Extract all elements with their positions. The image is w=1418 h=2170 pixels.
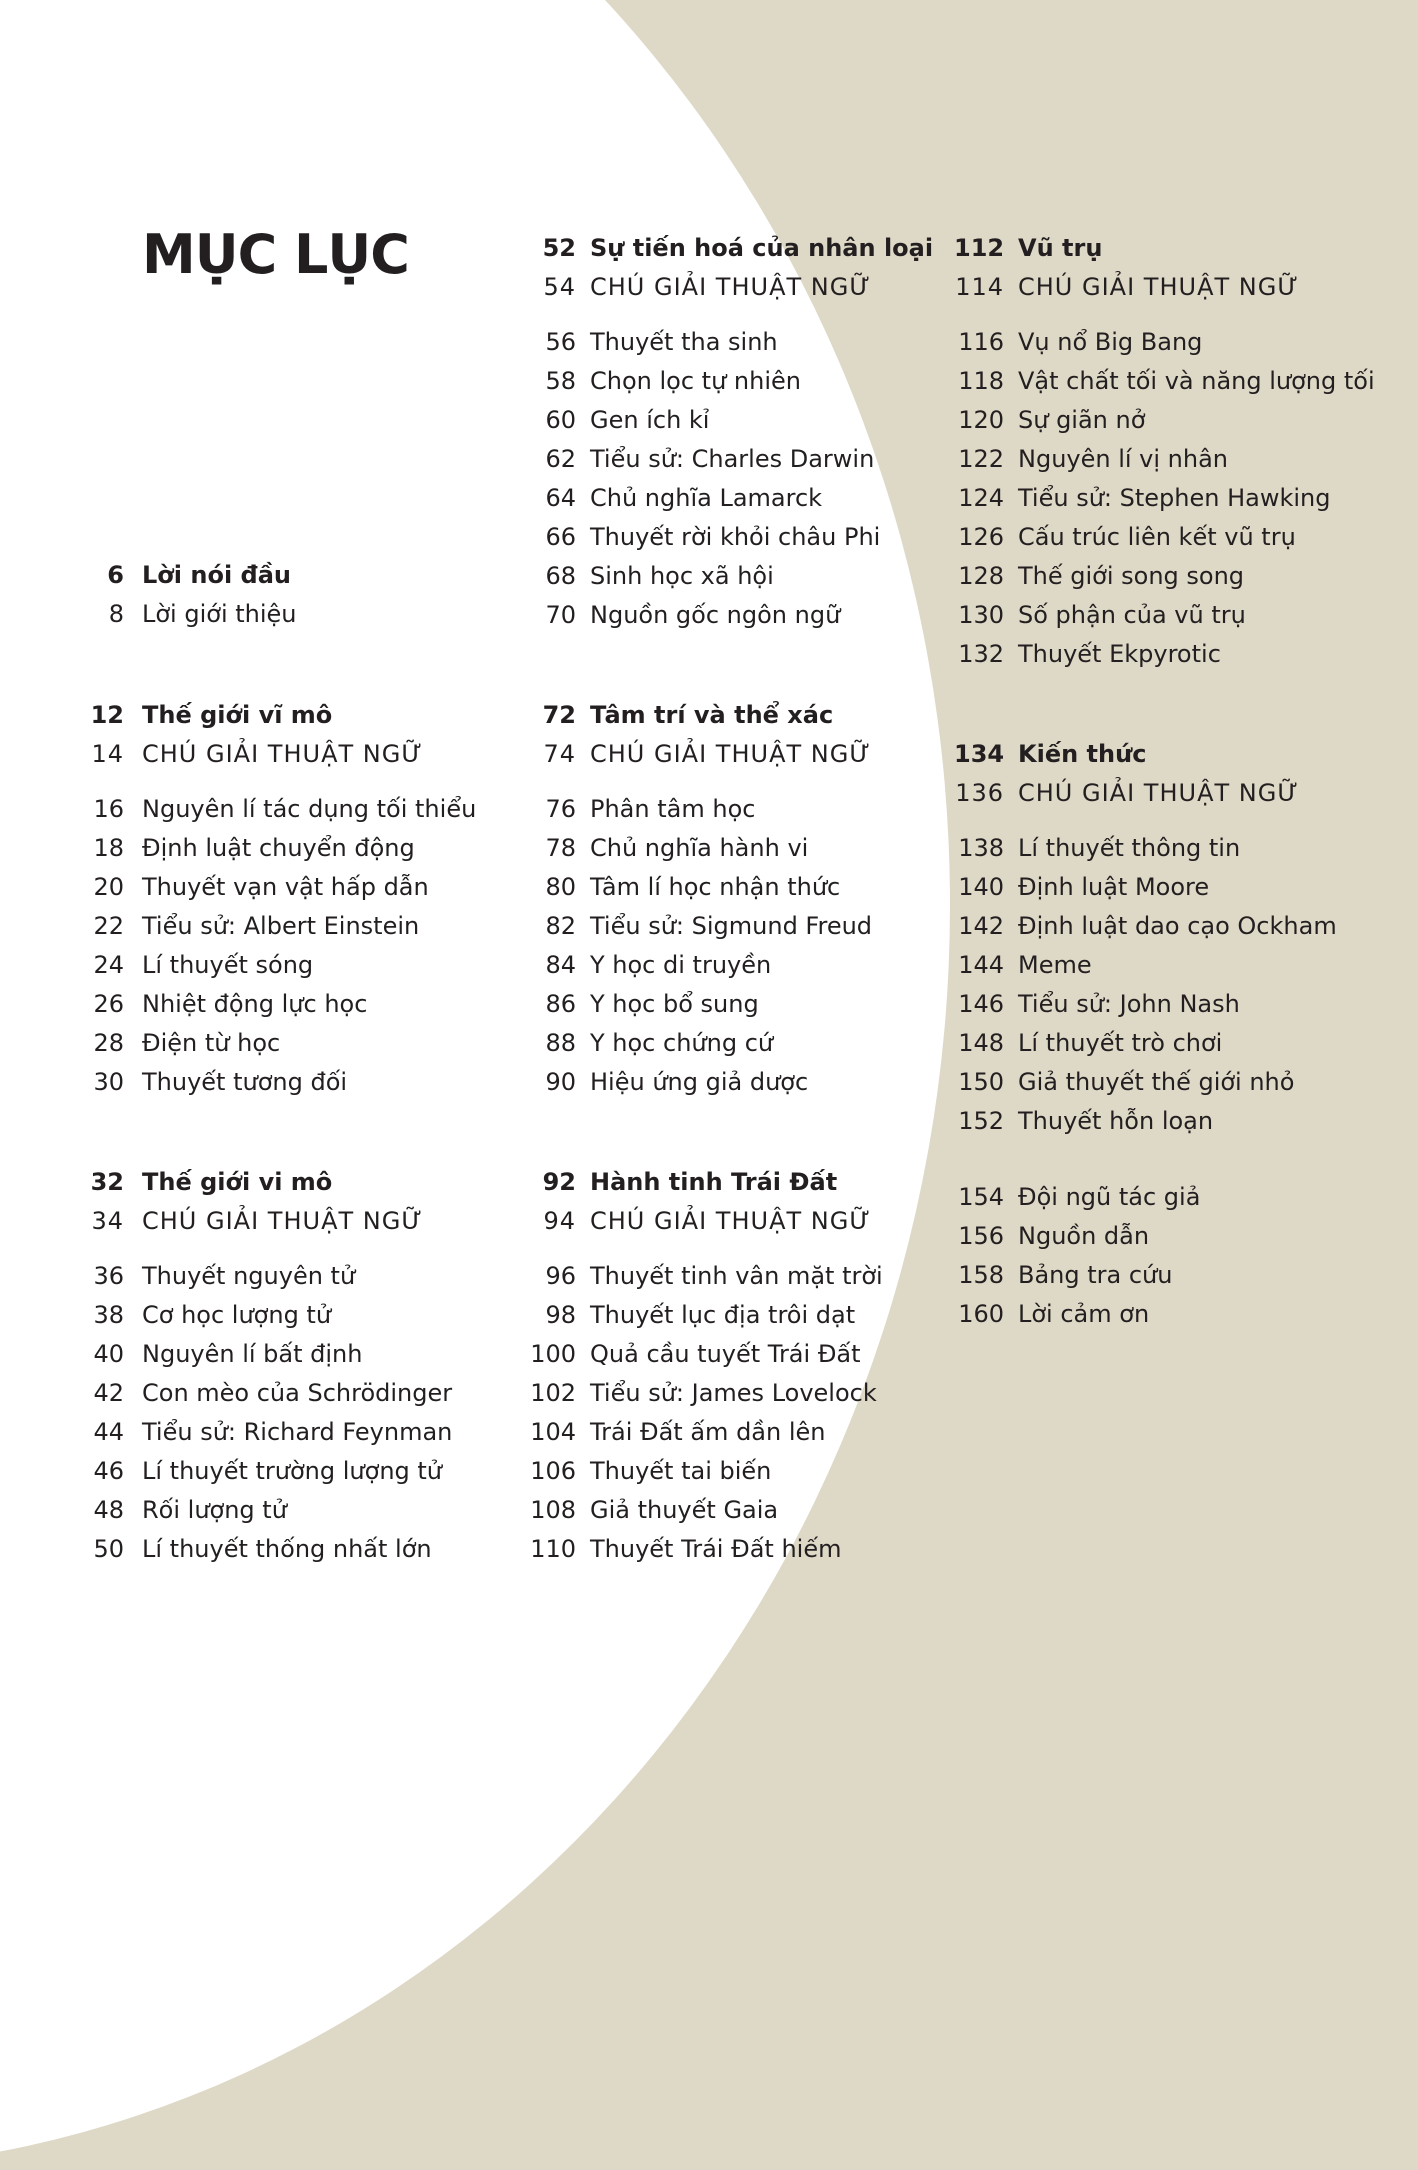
page-number: 40 [93,1340,124,1368]
entry-title: Chọn lọc tự nhiên [590,367,801,395]
page-number: 20 [93,873,124,901]
entry-title: Y học chứng cứ [590,1029,774,1057]
page-number: 140 [958,873,1004,901]
page-number: 64 [545,484,576,512]
page-number: 100 [530,1340,576,1368]
entry-title: Gen ích kỉ [590,406,710,434]
entry-title: Nguyên lí bất định [142,1340,363,1368]
page-number: 116 [958,328,1004,356]
entry-title: Giả thuyết thế giới nhỏ [1018,1068,1295,1096]
page-number: 158 [958,1261,1004,1289]
page-number: 62 [545,445,576,473]
entry-title: Nhiệt động lực học [142,990,368,1018]
entry-title: CHÚ GIẢI THUẬT NGỮ [142,740,423,768]
page-number: 130 [958,601,1004,629]
page-number: 66 [545,523,576,551]
page-number: 134 [954,740,1005,768]
page-number: 86 [545,990,576,1018]
entry-title: Quả cầu tuyết Trái Đất [590,1340,861,1368]
entry-title: Tiểu sử: Charles Darwin [590,445,875,473]
page-number: 72 [542,701,576,729]
page-number: 68 [545,562,576,590]
entry-title: Tiểu sử: Richard Feynman [142,1418,453,1446]
page-number: 18 [93,834,124,862]
page-number: 6 [107,561,124,589]
entry-title: Trái Đất ấm dần lên [590,1418,826,1446]
entry-title: Tiểu sử: Albert Einstein [142,912,420,940]
entry-title: Lời cảm ơn [1018,1300,1150,1328]
page-number: 106 [530,1457,576,1485]
entry-title: Điện từ học [142,1029,281,1057]
entry-title: Rối lượng tử [142,1496,287,1524]
page-number: 146 [958,990,1004,1018]
page-number: 88 [545,1029,576,1057]
page-number: 118 [958,367,1004,395]
page-number: 144 [958,951,1004,979]
page-number: 96 [545,1262,576,1290]
entry-title: Nguyên lí tác dụng tối thiểu [142,795,477,823]
page-number: 94 [543,1207,576,1235]
entry-title: Chủ nghĩa hành vi [590,834,809,862]
entry-title: Lí thuyết thông tin [1018,834,1241,862]
entry-title: Bảng tra cứu [1018,1261,1173,1289]
page-number: 12 [90,701,124,729]
page-number: 156 [958,1222,1004,1250]
page-number: 36 [93,1262,124,1290]
page-number: 80 [545,873,576,901]
entry-title: CHÚ GIẢI THUẬT NGỮ [590,740,871,768]
entry-title: Tiểu sử: James Lovelock [590,1379,877,1407]
page-number: 108 [530,1496,576,1524]
entry-title: Nguyên lí vị nhân [1018,445,1229,473]
page-number: 16 [93,795,124,823]
page-number: 54 [543,273,576,301]
entry-title: CHÚ GIẢI THUẬT NGỮ [590,273,871,301]
entry-title: CHÚ GIẢI THUẬT NGỮ [142,1207,423,1235]
entry-title: Vũ trụ [1018,234,1103,262]
entry-title: Lời giới thiệu [142,600,297,628]
entry-title: Thế giới vi mô [142,1168,333,1196]
entry-title: Y học di truyền [590,951,772,979]
page-number: 152 [958,1107,1004,1135]
entry-title: Con mèo của Schrödinger [142,1379,453,1407]
entry-title: Cấu trúc liên kết vũ trụ [1018,523,1296,551]
entry-title: CHÚ GIẢI THUẬT NGỮ [1018,779,1299,807]
page-number: 48 [93,1496,124,1524]
entry-title: Thuyết lục địa trôi dạt [590,1301,856,1329]
entry-title: Sự tiến hoá của nhân loại [590,234,934,262]
entry-title: Tâm trí và thể xác [590,701,834,729]
entry-title: Thuyết nguyên tử [142,1262,356,1290]
page-number: 52 [542,234,576,262]
entry-title: Vật chất tối và năng lượng tối [1018,367,1375,395]
page-number: 124 [958,484,1004,512]
entry-title: Lí thuyết trò chơi [1018,1029,1223,1057]
entry-title: CHÚ GIẢI THUẬT NGỮ [1018,273,1299,301]
page-number: 102 [530,1379,576,1407]
page-number: 30 [93,1068,124,1096]
entry-title: Hành tinh Trái Đất [590,1168,838,1196]
page-title: MỤC LỤC [142,223,409,286]
entry-title: Tiểu sử: John Nash [1018,990,1240,1018]
entry-title: Lời nói đầu [142,561,291,589]
page-number: 142 [958,912,1004,940]
entry-title: Thuyết tha sinh [590,328,778,356]
entry-title: Thuyết Ekpyrotic [1018,640,1221,668]
page-number: 26 [93,990,124,1018]
page-number: 154 [958,1183,1004,1211]
entry-title: Đội ngũ tác giả [1018,1183,1201,1211]
entry-title: Nguồn gốc ngôn ngữ [590,601,841,629]
page-number: 136 [955,779,1004,807]
page-number: 104 [530,1418,576,1446]
entry-title: Thuyết tương đối [142,1068,348,1096]
page-number: 58 [545,367,576,395]
page-number: 150 [958,1068,1004,1096]
page-number: 90 [545,1068,576,1096]
page-number: 126 [958,523,1004,551]
page-number: 82 [545,912,576,940]
entry-title: Giả thuyết Gaia [590,1496,779,1524]
entry-title: Thuyết Trái Đất hiếm [590,1535,842,1563]
page-number: 32 [90,1168,124,1196]
entry-title: Lí thuyết sóng [142,951,314,979]
entry-title: Chủ nghĩa Lamarck [590,484,823,512]
entry-title: Thuyết tai biến [590,1457,772,1485]
page-number: 50 [93,1535,124,1563]
entry-title: Tiểu sử: Sigmund Freud [590,912,873,940]
page-number: 34 [91,1207,124,1235]
page-number: 78 [545,834,576,862]
page-number: 112 [954,234,1005,262]
entry-title: Lí thuyết trường lượng tử [142,1457,443,1485]
page-number: 160 [958,1300,1004,1328]
entry-title: Định luật chuyển động [142,834,415,862]
page-number: 98 [545,1301,576,1329]
page-number: 120 [958,406,1004,434]
entry-title: Thuyết rời khỏi châu Phi [590,523,881,551]
page-number: 114 [955,273,1004,301]
page-number: 110 [530,1535,576,1563]
entry-title: Nguồn dẫn [1018,1222,1150,1250]
entry-title: Tâm lí học nhận thức [590,873,841,901]
page-number: 60 [545,406,576,434]
entry-title: Y học bổ sung [590,990,759,1018]
entry-title: Sự giãn nở [1018,406,1146,434]
page-number: 42 [93,1379,124,1407]
entry-title: CHÚ GIẢI THUẬT NGỮ [590,1207,871,1235]
entry-title: Số phận của vũ trụ [1018,601,1246,629]
page-number: 14 [91,740,124,768]
page-number: 24 [93,951,124,979]
page-number: 44 [93,1418,124,1446]
page-number: 70 [545,601,576,629]
entry-title: Cơ học lượng tử [142,1301,332,1329]
entry-title: Hiệu ứng giả dược [590,1068,809,1096]
page-number: 38 [93,1301,124,1329]
entry-title: Sinh học xã hội [590,562,774,590]
page-number: 122 [958,445,1004,473]
entry-title: Thế giới song song [1018,562,1245,590]
entry-title: Thuyết hỗn loạn [1018,1107,1214,1135]
entry-title: Vụ nổ Big Bang [1018,328,1203,356]
page-number: 46 [93,1457,124,1485]
page-number: 76 [545,795,576,823]
entry-title: Lí thuyết thống nhất lớn [142,1535,432,1563]
page-number: 138 [958,834,1004,862]
page-number: 22 [93,912,124,940]
page-number: 84 [545,951,576,979]
page-number: 132 [958,640,1004,668]
entry-title: Tiểu sử: Stephen Hawking [1018,484,1331,512]
entry-title: Phân tâm học [590,795,756,823]
page-number: 148 [958,1029,1004,1057]
entry-title: Thuyết vạn vật hấp dẫn [142,873,429,901]
entry-title: Định luật dao cạo Ockham [1018,912,1337,940]
page-number: 92 [542,1168,576,1196]
page-number: 128 [958,562,1004,590]
page-number: 56 [545,328,576,356]
entry-title: Thế giới vĩ mô [142,701,333,729]
entry-title: Định luật Moore [1018,873,1210,901]
page-number: 74 [543,740,576,768]
entry-title: Meme [1018,951,1092,979]
entry-title: Kiến thức [1018,740,1147,768]
page-number: 8 [108,600,124,628]
page-number: 28 [93,1029,124,1057]
entry-title: Thuyết tinh vân mặt trời [590,1262,883,1290]
